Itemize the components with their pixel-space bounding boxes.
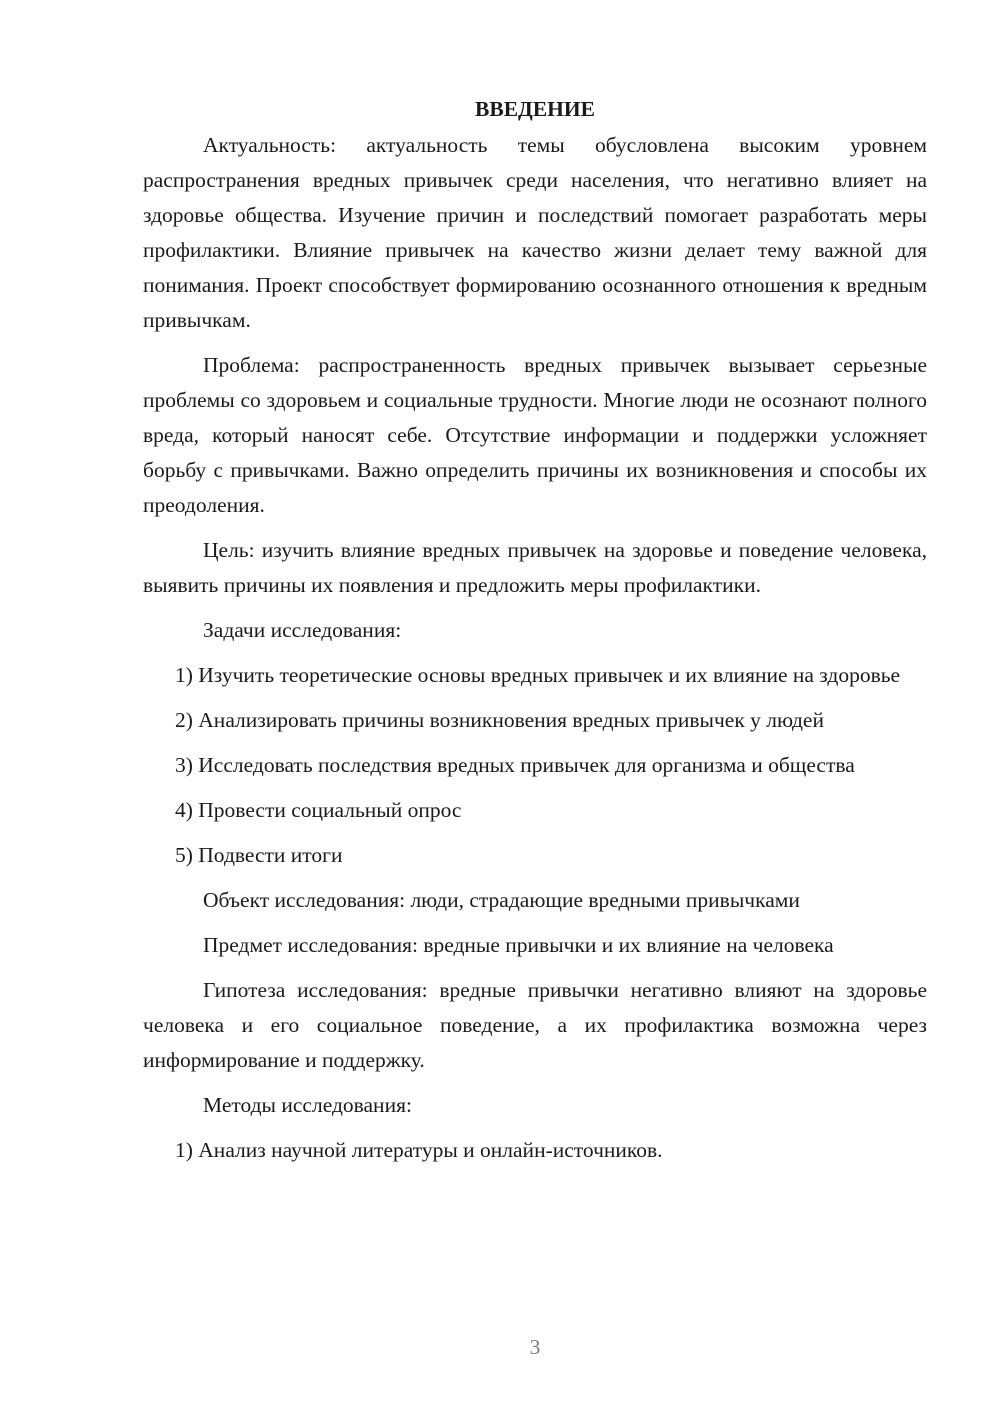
hypothesis-paragraph: Гипотеза исследования: вредные привычки негативно влияют на здоровье человека и его социальное поведение, а их профилактика возможна через информирование и поддержку. [143, 978, 927, 1072]
task-item-5: 5) Подвести итоги [175, 843, 343, 867]
subject-paragraph: Предмет исследования: вредные привычки и их влияние на человека [203, 933, 834, 957]
page-number: 3 [529, 1335, 541, 1359]
page-content [143, 92, 927, 1178]
methods-heading: Методы исследования: [203, 1093, 412, 1117]
goal-paragraph: Цель: изучить влияние вредных привычек на здоровье и поведение человека, выявить причины их появления и предложить меры профилактики. [143, 538, 927, 597]
relevance-paragraph: Актуальность: актуальность темы обусловлена высоким уровнем распространения вредных привычек среди населения, что негативно влияет на здоровье общества. Изучение причин и последствий помогает разработать меры профилактики. Влияние привычек на качество жизни делает тему важной для понимания. Проект способствует формированию осознанного отношения к вредным привычкам. [143, 133, 927, 332]
section-title: ВВЕДЕНИЕ [475, 97, 595, 121]
problem-paragraph: Проблема: распространенность вредных привычек вызывает серьезные проблемы со здоровьем и социальные трудности. Многие люди не осознают полного вреда, который наносят себе. Отсутствие информации и поддержки усложняет борьбу с привычками. Важно определить причины их возникновения и способы их преодоления. [143, 353, 927, 517]
task-item-3: 3) Исследовать последствия вредных привычек для организма и общества [175, 753, 855, 777]
method-item-1: 1) Анализ научной литературы и онлайн-источников. [175, 1138, 663, 1162]
task-item-1: 1) Изучить теоретические основы вредных привычек и их влияние на здоровье [175, 663, 901, 687]
object-paragraph: Объект исследования: люди, страдающие вредными привычками [203, 888, 800, 912]
task-item-4: 4) Провести социальный опрос [175, 798, 462, 822]
tasks-heading: Задачи исследования: [203, 618, 402, 642]
task-item-2: 2) Анализировать причины возникновения вредных привычек у людей [175, 708, 824, 732]
